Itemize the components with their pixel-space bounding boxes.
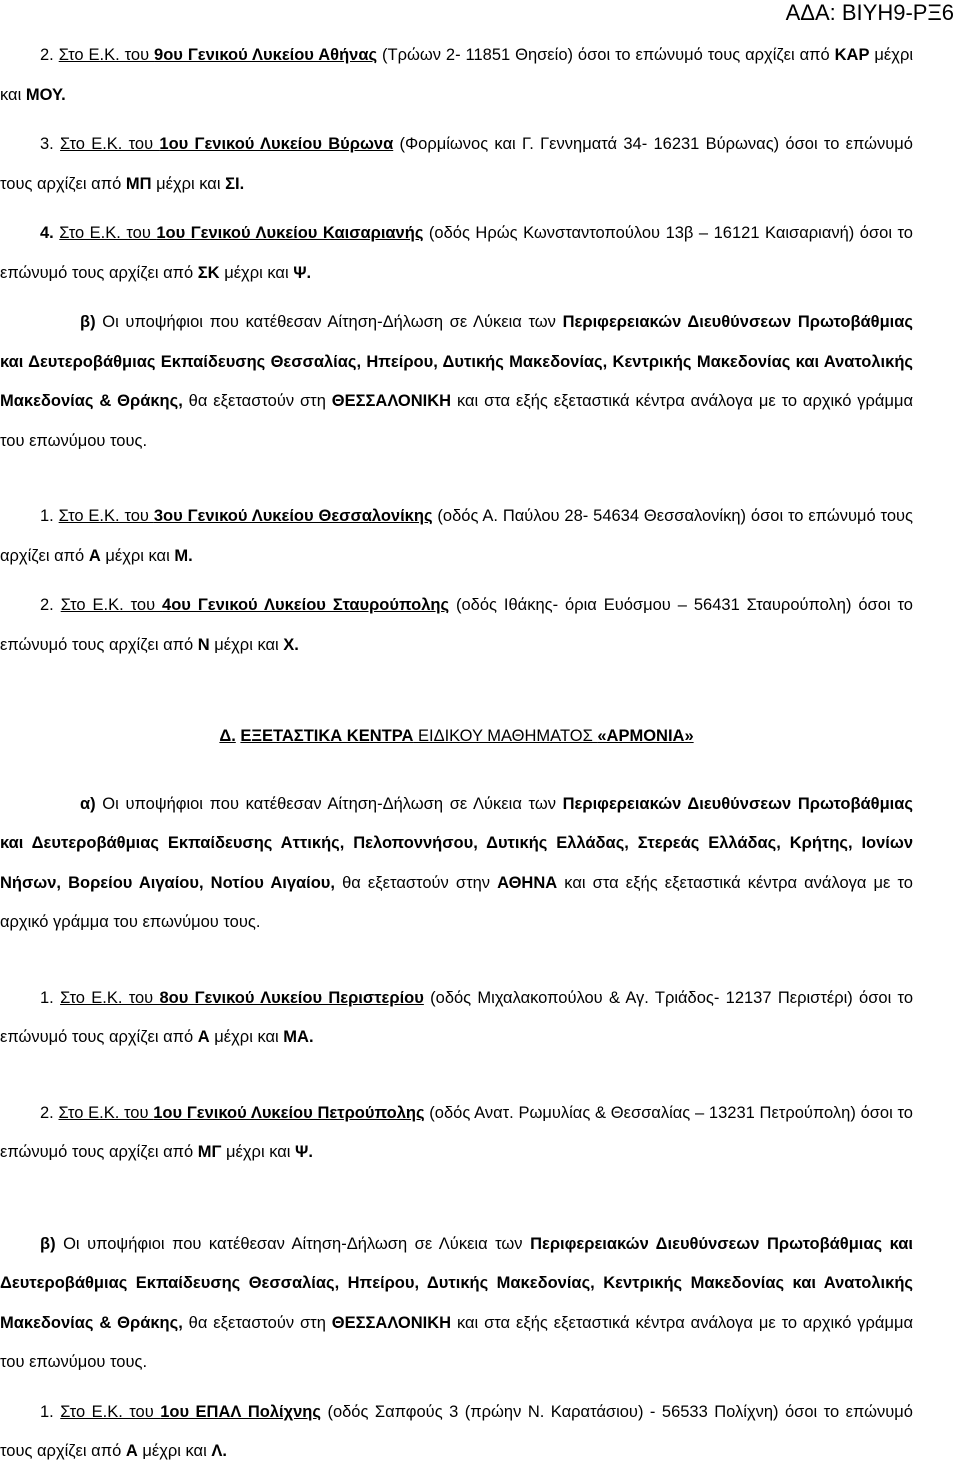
item-number: 2. — [40, 46, 59, 64]
paragraph-text: και στα εξής εξεταστικά κέντρα ανάλογα με το αρχικό γράμμα του επωνύμου τους. — [0, 392, 913, 450]
section-heading — [0, 717, 913, 757]
paragraph-text: και στα εξής εξεταστικά κέντρα ανάλογα με το αρχικό γράμμα του επωνύμου τους. — [0, 1313, 913, 1371]
range-connector: μέχρι και — [209, 635, 284, 654]
range-end: Ψ. — [295, 1143, 313, 1161]
range-start: Ν — [197, 635, 210, 654]
range-start: ΜΠ — [125, 174, 152, 193]
paragraph-text: Οι υποψήφιοι που κατέθεσαν Αίτηση-Δήλωση σε Λύκεια των — [95, 313, 563, 331]
school-name: 1ου ΕΠΑΛ Πολίχνης — [160, 1402, 321, 1421]
item-prefix: Στο Ε.Κ. του — [58, 507, 154, 525]
range-connector: μέχρι και — [151, 174, 226, 193]
paragraph-text: θα εξεταστούν στην — [335, 873, 498, 892]
paragraph-marker: α) — [80, 794, 96, 813]
paragraph-text: θα εξεταστούν στη — [182, 392, 332, 410]
school-address: (οδός Ανατ. Ρωμυλίας & Θεσσαλίας – 13231 Πετρούπολη) όσοι το επώνυμό τους αρχίζει από — [0, 1103, 913, 1161]
list-item — [0, 497, 913, 576]
school-address: (οδός Ηρώς Κωνσταντοπούλου 13β – 16121 Καισαριανή) όσοι το επώνυμό τους αρχίζει από — [0, 224, 913, 282]
range-start: Α — [88, 546, 101, 565]
school-name: 4ου Γενικού Λυκείου Σταυρούπολης — [162, 596, 450, 614]
heading-subject: «ΑΡΜΟΝΙΑ» — [597, 727, 694, 745]
item-prefix: Στο Ε.Κ. του — [59, 224, 157, 242]
list-item — [0, 36, 913, 115]
list-item — [0, 979, 913, 1058]
range-connector: μέχρι και — [137, 1442, 212, 1460]
range-start: ΜΓ — [197, 1143, 222, 1161]
exam-city: ΘΕΣΣΑΛΟΝΙΚΗ — [331, 1313, 452, 1332]
item-prefix: Στο Ε.Κ. του — [58, 46, 155, 64]
list-item — [0, 214, 913, 293]
range-connector: μέχρι και — [209, 1028, 284, 1046]
item-prefix: Στο Ε.Κ. του — [60, 596, 163, 614]
list-item — [0, 1393, 913, 1472]
list-item — [0, 125, 913, 204]
school-address: (οδός Μιχαλακοπούλου & Αγ. Τριάδος- 12137 Περιστέρι) όσοι το επώνυμό τους αρχίζει από — [0, 988, 914, 1046]
item-prefix: Στο Ε.Κ. του — [60, 1402, 161, 1421]
item-number: 3. — [40, 135, 61, 153]
school-name: 1ου Γενικού Λυκείου Καισαριανής — [156, 224, 424, 242]
document-body — [0, 36, 913, 1472]
section-letter: Δ. — [219, 727, 236, 745]
paragraph-marker: β) — [40, 1234, 56, 1253]
exam-city: ΘΕΣΣΑΛΟΝΙΚΗ — [331, 392, 452, 410]
range-start: Α — [197, 1028, 210, 1046]
school-name: 8ου Γενικού Λυκείου Περιστερίου — [159, 988, 424, 1007]
item-number: 1. — [40, 1402, 61, 1421]
item-prefix: Στο Ε.Κ. του — [60, 135, 160, 153]
range-end: Μ. — [174, 546, 193, 565]
item-prefix: Στο Ε.Κ. του — [58, 1103, 154, 1122]
paragraph-text: και στα εξής εξεταστικά κέντρα ανάλογα με το αρχικό γράμμα του επωνύμου τους. — [0, 873, 913, 931]
range-end: Λ. — [211, 1442, 227, 1460]
school-address: (οδός Σαπφούς 3 (πρώην Ν. Καρατάσιου) - 56533 Πολίχνη) όσοι το επώνυμό τους αρχίζει από — [0, 1402, 913, 1460]
paragraph-b-thessaloniki-harmony — [0, 1225, 913, 1383]
paragraph-a-athens — [0, 785, 913, 943]
directorates-list: Περιφερειακών Διευθύνσεων Πρωτοβάθμιας και Δευτεροβάθμιας Εκπαίδευσης Αττικής, Πελοποννήσου, Δυτικής Ελλάδας, Στερεάς Ελλάδας, Κρήτης, Ιονίων Νήσων, Βορείου Αιγαίου, Νοτίου Αιγαίου, — [0, 794, 913, 892]
school-address: (Φορμίωνος και Γ. Γεννηματά 34- 16231 Βύρωνας) όσοι το επώνυμό τους αρχίζει από — [0, 135, 913, 193]
paragraph-marker: β) — [80, 313, 96, 331]
range-end: ΣΙ. — [225, 174, 245, 193]
range-connector: μέχρι και — [0, 46, 913, 104]
range-end: Χ. — [283, 635, 299, 654]
school-address: (Τρώων 2- 11851 Θησείο) όσοι το επώνυμό τους αρχίζει από — [377, 46, 835, 64]
paragraph-text: Οι υποψήφιοι που κατέθεσαν Αίτηση-Δήλωση σε Λύκεια των — [95, 794, 563, 813]
paragraph-text: Οι υποψήφιοι που κατέθεσαν Αίτηση-Δήλωση σε Λύκεια των — [55, 1234, 531, 1253]
list-item — [0, 1094, 913, 1173]
range-start: ΚΑΡ — [834, 46, 870, 64]
paragraph-b-thessaloniki — [0, 303, 913, 461]
range-connector: μέχρι και — [221, 1143, 296, 1161]
school-name: 1ου Γενικού Λυκείου Βύρωνα — [159, 135, 394, 153]
heading-bold: ΕΞΕΤΑΣΤΙΚΑ ΚΕΝΤΡΑ — [240, 727, 414, 745]
heading-plain: ΕΙΔΙΚΟΥ ΜΑΘΗΜΑΤΟΣ — [413, 727, 598, 745]
school-address: (οδός Α. Παύλου 28- 54634 Θεσσαλονίκη) όσοι το επώνυμό τους αρχίζει από — [0, 507, 913, 565]
school-name: 3ου Γενικού Λυκείου Θεσσαλονίκης — [153, 507, 433, 525]
ada-code: ΑΔΑ: ΒΙΥΗ9-ΡΞ6 — [785, 0, 954, 25]
item-number: 1. — [40, 507, 59, 525]
item-prefix: Στο Ε.Κ. του — [60, 988, 160, 1007]
range-end: Ψ. — [293, 263, 312, 282]
school-name: 9ου Γενικού Λυκείου Αθήνας — [154, 46, 378, 64]
school-address: (οδός Ιθάκης- όρια Ευόσμου – 56431 Σταυρούπολη) όσοι το επώνυμό τους αρχίζει από — [0, 596, 913, 654]
item-number: 2. — [40, 596, 61, 614]
exam-city: ΑΘΗΝΑ — [497, 873, 558, 892]
school-name: 1ου Γενικού Λυκείου Πετρούπολης — [153, 1103, 425, 1122]
range-start: ΣΚ — [197, 263, 220, 282]
item-number: 2. — [40, 1103, 59, 1122]
directorates-list: Περιφερειακών Διευθύνσεων Πρωτοβάθμιας και Δευτεροβάθμιας Εκπαίδευσης Θεσσαλίας, Ηπείρου, Δυτικής Μακεδονίας, Κεντρικής Μακεδονίας και Ανατολικής Μακεδονίας & Θράκης, — [0, 1234, 913, 1332]
range-connector: μέχρι και — [100, 546, 175, 565]
item-number: 1. — [40, 988, 61, 1007]
directorates-list: Περιφερειακών Διευθύνσεων Πρωτοβάθμιας και Δευτεροβάθμιας Εκπαίδευσης Θεσσαλίας, Ηπείρου, Δυτικής Μακεδονίας, Κεντρικής Μακεδονίας και Ανατολικής Μακεδονίας & Θράκης, — [0, 313, 913, 410]
range-connector: μέχρι και — [219, 263, 294, 282]
paragraph-text: θα εξεταστούν στη — [182, 1313, 332, 1332]
range-end: ΜΟΥ. — [25, 85, 66, 104]
range-end: ΜΑ. — [283, 1028, 314, 1046]
list-item — [0, 586, 913, 665]
item-number: 4. — [40, 224, 60, 242]
range-start: Α — [125, 1442, 138, 1460]
